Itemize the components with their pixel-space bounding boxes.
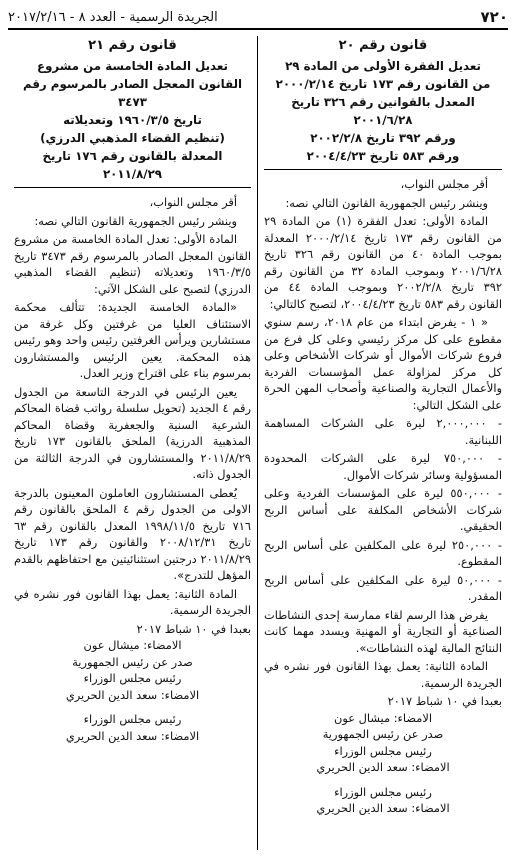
law-20-subtitle-4: ورقم ٣٩٢ تاريخ ٢٠٠٢/٢/٨ bbox=[310, 131, 456, 145]
law-20-subtitle-1: تعديل الفقرة الأولى من المادة ٢٩ bbox=[285, 59, 481, 73]
law-20-article-2: المادة الثانية: يعمل بهذا القانون فور نشره في الجريدة الرسمية. bbox=[264, 659, 502, 690]
law-20-item-2: - ٧٥٠,٠٠٠ ليرة على الشركات المحدودة المسؤولية وسائر شركات الأموال. bbox=[264, 451, 503, 482]
law-21-article-2: المادة الثانية: يعمل بهذا القانون فور نشره في الجريدة الرسمية. bbox=[14, 586, 251, 617]
law-21-subtitle-4: (تنظيم القضاء المذهبي الدرزي) bbox=[40, 131, 225, 145]
law-20-subtitle-2: من القانون رقم ١٧٣ تاريخ ٢٠٠٠/٢/١٤ bbox=[275, 77, 491, 91]
law-20-signature-pm-2: الامضاء: سعد الدين الحريري bbox=[316, 801, 450, 815]
gazette-title: الجريدة الرسمية - العدد ٨ - ٢٠١٧/٢/١٦ bbox=[8, 9, 218, 25]
law-20-subtitle-5: ورقم ٥٨٣ تاريخ ٢٠٠٤/٤/٢٣ bbox=[306, 149, 460, 163]
law-20-issued-by: صدر عن رئيس الجمهورية bbox=[322, 727, 444, 741]
law-20-item-3: - ٥٥٠,٠٠٠ ليرة على المؤسسات الفردية وعلى شركات الأشخاص المكلفة على أساس الربح الحقيقي. bbox=[264, 486, 502, 533]
law-21-subtitle-1: تعديل المادة الخامسة من مشروع bbox=[37, 59, 228, 73]
law-21-subtitle-2: القانون المعجل الصادر بالمرسوم رقم ٣٤٧٣ bbox=[22, 77, 243, 109]
law-20-intro-2: وينشر رئيس الجمهورية القانون التالي نصه: bbox=[285, 195, 488, 210]
law-20-signature-president: الامضاء: ميشال عون bbox=[333, 710, 433, 725]
columns bbox=[8, 36, 508, 850]
law-21-article-5: «المادة الخامسة الجديدة: تتألف محكمة الاستئناف العليا من غرفتين وكل غرفة من مستشارين ويرأس الغرفتين رئيس واحد وهو رئيس هذه المحكمة. يعين الرئيس والمستشارون بمرسوم بناء على اقتراح وزير العدل. bbox=[14, 300, 251, 380]
divider bbox=[14, 187, 251, 188]
law-20-item-5: - ٥٠,٠٠٠ ليرة على المكلفين على أساس الربح المقدر. bbox=[264, 572, 502, 603]
law-21-signature-pm: الامضاء: سعد الدين الحريري bbox=[65, 687, 200, 702]
law-21-signature-president: الامضاء: ميشال عون bbox=[83, 638, 182, 652]
law-20-subtitle-3: المعدل بالقوانين رقم ٣٢٦ تاريخ ٢٠٠١/٦/٢٨ bbox=[291, 95, 475, 127]
law-21-pm-label-2: رئيس مجلس الوزراء bbox=[83, 712, 182, 726]
law-21-salary-paragraph: يعين الرئيس في الدرجة التاسعة من الجدول رقم ٤ الجديد (تحويل سلسلة رواتب قضاة المحاكم الشرعية السنية والجعفرية وقضاة المحاكم المذهبية الدرزية) الملحق بالقانون ١٧٣ تاريخ ٢٠١١/٨/٢٩ والمستشارون في الدرجة الثالثة من الجدول ذاته. bbox=[14, 384, 251, 481]
law-21-grant-paragraph: يُعطى المستشارون العاملون المعينون بالدرجة الاولى من الجدول رقم ٤ الملحق بالقانون رقم ٧١٦ تاريخ ١٩٩٨/١١/٥ المعدل بالقانون رقم ٦٣ تاريخ ٢٠٠٨/١٢/٣١ والقانون رقم ١٧٣ تاريخ ٢٠١١/٨/٢٩ درجتين استثنائيتين مع احتفاظهم بالقدم المؤهل للتدرج». bbox=[14, 485, 252, 582]
law-20-closing: يفرض هذا الرسم لقاء ممارسة إحدى النشاطات الصناعية أو التجارية أو المهنية ويسدد مهما كانت النتائج المالية لهذه النشاطات». bbox=[264, 607, 502, 655]
divider bbox=[264, 169, 502, 170]
law-21-intro-2: وينشر رئيس الجمهورية القانون التالي نصه: bbox=[34, 213, 237, 228]
law-21-article-1: المادة الأولى: تعدل المادة الخامسة من مشروع القانون المعجل الصادر بالمرسوم رقم ٣٤٧٣ تاريخ ١٩٦٠/٣/٥ وتعديلاته (تنظيم القضاء المذهبي الدرزي) لتصبح على الشكل الآتي: bbox=[14, 232, 251, 296]
law-20-date: بعبدا في ١٠ شباط ٢٠١٧ bbox=[387, 694, 502, 708]
law-21-subtitle-5: المعدلة بالقانون رقم ١٧٦ تاريخ ٢٠١١/٨/٢٩ bbox=[42, 149, 223, 181]
law-21-intro-1: أقر مجلس النواب، bbox=[149, 195, 237, 209]
law-20-item-1: - ٢,٠٠٠,٠٠٠ ليرة على الشركات المساهمة اللبنانية. bbox=[264, 416, 502, 447]
law-21-date: بعبدا في ١٠ شباط ٢٠١٧ bbox=[136, 621, 251, 636]
page-header bbox=[8, 6, 508, 30]
law-21-title: قانون رقم ٢١ bbox=[88, 38, 177, 53]
law-21-signature-pm-2: الامضاء: سعد الدين الحريري bbox=[65, 728, 200, 743]
law-20-article-1: المادة الأولى: تعدل الفقرة (١) من المادة ٢٩ من القانون رقم ١٧٣ تاريخ ٢٠٠٠/٢/١٤ المعدلة بموجب المادة ٤٠ من القانون رقم ٣٢٦ تاريخ ٢٠٠١/٦/٢٨ وبموجب المادة ٣٢ من القانون رقم ٣٩٢ تاريخ ٢٠٠٢/٢/٨ وبموجب المادة ٤٤ من القانون رقم ٥٨٣ تاريخ ٢٠٠٤/٤/٢٣، لتصبح كالتالي: bbox=[264, 214, 502, 311]
law-20-title: قانون رقم ٢٠ bbox=[338, 38, 428, 53]
law-20-item-4: - ٢٥٠,٠٠٠ ليرة على المكلفين على أساس الربح المقطوع. bbox=[264, 537, 502, 568]
law-21-issued-by: صدر عن رئيس الجمهورية bbox=[72, 654, 193, 669]
law-20-intro-1: أقر مجلس النواب، bbox=[400, 177, 488, 191]
law-21-pm-label: رئيس مجلس الوزراء bbox=[83, 671, 182, 685]
law-20-quote: « ١ - يفرض ابتداء من عام ٢٠١٨، رسم سنوي مقطوع على كل مركز رئيسي وعلى كل فرع من فروع شركات الأموال أو شركات الأشخاص وعلى كل مركز لمزاولة عمل المؤسسات الفردية والأعمال التجارية والصناعية وأصحاب المهن الحرة على الشكل التالي: bbox=[264, 315, 502, 412]
page-number: ٧٢٠ bbox=[480, 8, 508, 26]
column-law-20 bbox=[258, 36, 508, 850]
law-20-pm-label-2: رئيس مجلس الوزراء bbox=[334, 784, 432, 799]
law-20-pm-label: رئيس مجلس الوزراء bbox=[334, 743, 432, 758]
law-20-signature-pm: الامضاء: سعد الدين الحريري bbox=[316, 760, 450, 774]
law-21-subtitle-3: تاريخ ١٩٦٠/٣/٥ وتعديلاته bbox=[63, 113, 202, 127]
column-law-21 bbox=[8, 36, 258, 850]
